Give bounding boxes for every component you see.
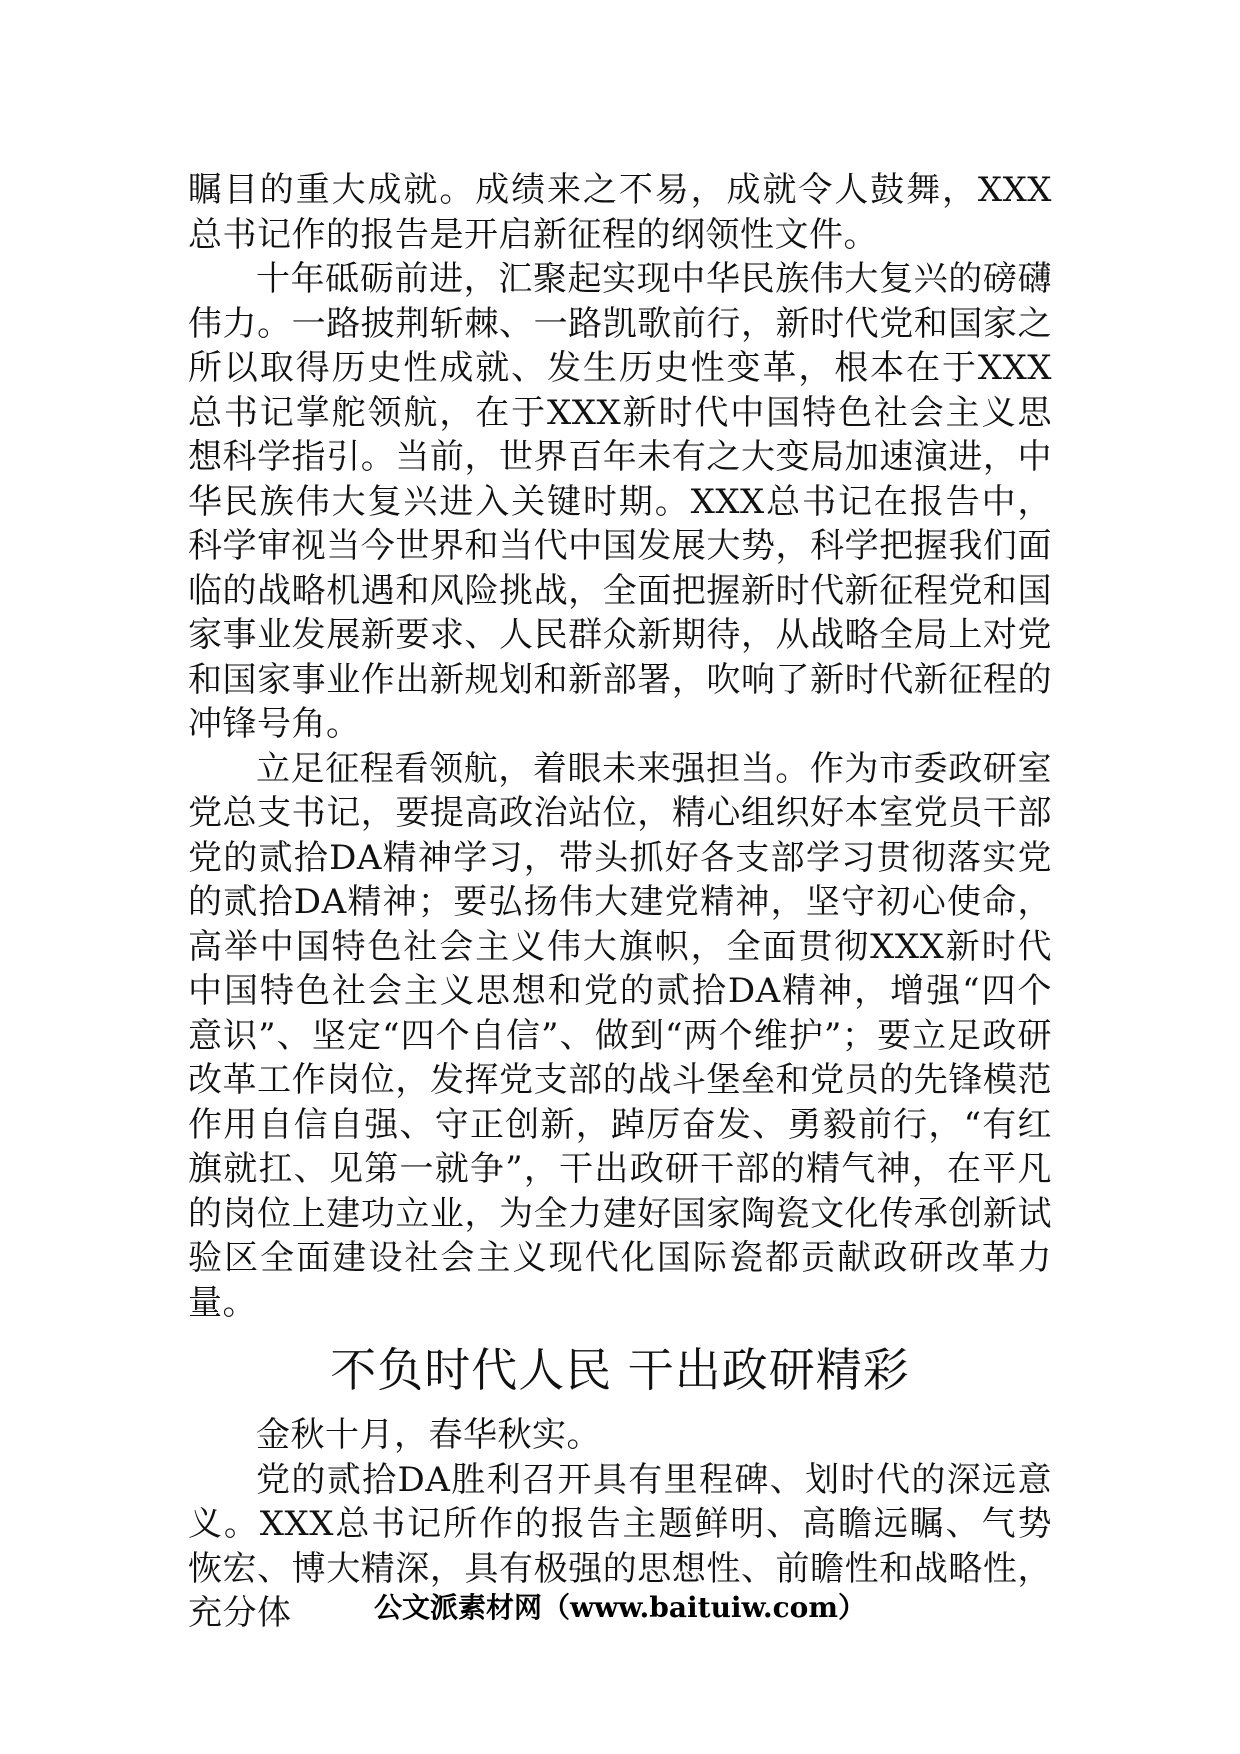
document-body (188, 168, 1052, 1636)
paragraph-opening: 金秋十月，春华秋实。 (256, 1415, 601, 1455)
paragraph-congress-significance: 党的贰拾DA胜利召开具有里程碑、划时代的深远意义。XXX总书记所作的报告主题鲜明、高瞻远瞩、气势恢宏、博大精深，具有极强的思想性、前瞻性和战略性，充分体 (188, 1459, 1052, 1633)
paragraph-responsibility: 立足征程看领航，着眼未来强担当。作为市委政研室党总支书记，要提高政治站位，精心组织好本室党员干部党的贰拾DA精神学习，带头抓好各支部学习贯彻落实党的贰拾DA精神；要弘扬伟大建党精神，坚守初心使命，高举中国特色社会主义伟大旗帜，全面贯彻XXX新时代中国特色社会主义思想和党的贰拾DA精神，增强“四个意识”、坚定“四个自信”、做到“两个维护”；要立足政研改革工作岗位，发挥党支部的战斗堡垒和党员的先锋模范作用自信自强、守正创新，踔厉奋发、勇毅前行，“有红旗就扛、见第一就争”，干出政研干部的精气神，在平凡的岗位上建功立业，为全力建好国家陶瓷文化传承创新试验区全面建设社会主义现代化国际瓷都贡献政研改革力量。 (188, 748, 1052, 1323)
section-title: 不负时代人民 干出政研精彩 (330, 1343, 910, 1397)
footer-watermark: 公文派素材网（www.baituiw.com） (374, 1591, 866, 1624)
paragraph-decade-progress: 十年砥砺前进，汇聚起实现中华民族伟大复兴的磅礴伟力。一路披荆斩棘、一路凯歌前行，新时代党和国家之所以取得历史性成就、发生历史性变革，根本在于XXX总书记掌舵领航，在于XXX新时代中国特色社会主义思想科学指引。当前，世界百年未有之大变局加速演进，中华民族伟大复兴进入关键时期。XXX总书记在报告中，科学审视当今世界和当代中国发展大势，科学把握我们面临的战略机遇和风险挑战，全面把握新时代新征程党和国家事业发展新要求、人民群众新期待，从战略全局上对党和国家事业作出新规划和新部署，吹响了新时代新征程的冲锋号角。 (188, 259, 1052, 744)
paragraph-continuation: 瞩目的重大成就。成绩来之不易，成就令人鼓舞，XXX总书记作的报告是开启新征程的纲领性文件。 (188, 170, 1052, 255)
